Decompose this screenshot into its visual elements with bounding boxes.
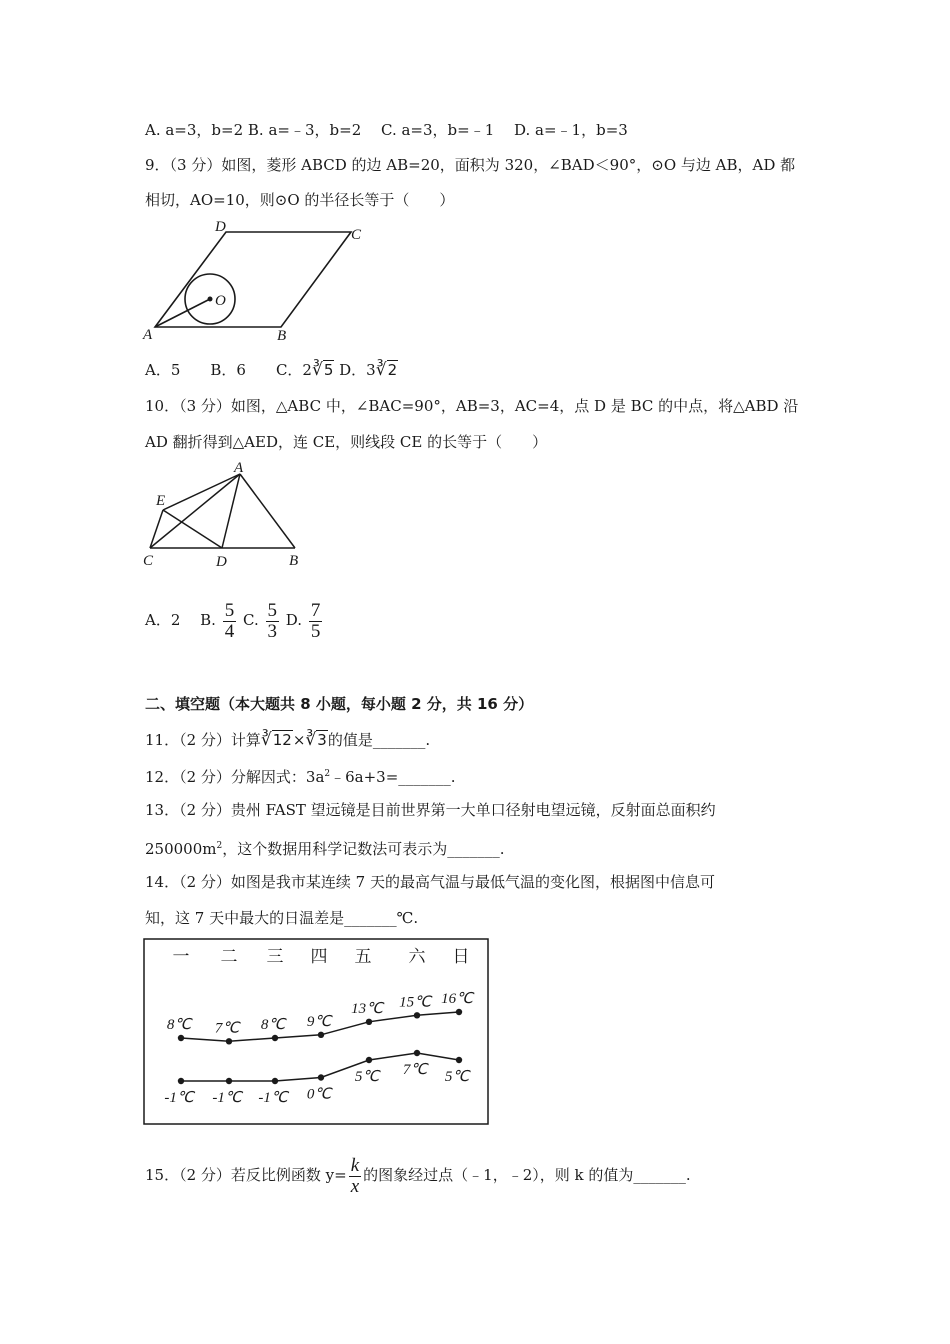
q10-stem-line1: 10．（3 分）如图，△ABC 中，∠BAC=90°，AB=3，AC=4，点 D 是 BC 的中点，将△ABD 沿	[145, 397, 799, 415]
q14-stem-line1: 14．（2 分）如图是我市某连续 7 天的最高气温与最低气温的变化图，根据图中信息可	[145, 873, 715, 891]
times-sign: ×	[292, 731, 306, 749]
cube-root-symbol: ∛	[305, 730, 317, 750]
low-temp-point	[414, 1050, 420, 1056]
q15	[145, 1152, 691, 1198]
q10-option-d-label: D.	[285, 611, 303, 629]
high-temp-point	[272, 1035, 278, 1041]
q13-stem-line1: 13．（2 分）贵州 FAST 望远镜是目前世界第一大单口径射电望远镜，反射面总面积约	[145, 801, 716, 819]
label-B: B	[277, 328, 287, 344]
q11-prefix: 11．（2 分）计算	[145, 731, 261, 749]
q13-stem-line2	[145, 836, 505, 859]
q9-option-c-radicand: 5	[323, 361, 334, 379]
low-temp-label: 0℃	[306, 1086, 332, 1103]
q8-options: A. a=3，b=2 B. a=﹣3，b=2 C. a=3，b=﹣1 D. a=﹣1，b=3	[145, 121, 628, 139]
label-E: E	[156, 493, 166, 509]
day-label: 一	[172, 947, 190, 966]
high-temp-label: 8℃	[166, 1017, 192, 1033]
label-D: D	[215, 219, 226, 235]
label-A: A	[234, 460, 244, 476]
q11	[145, 730, 430, 750]
q10-options	[145, 598, 324, 642]
q13-exponent: 2	[216, 841, 223, 851]
low-temp-label: 5℃	[444, 1069, 470, 1085]
cube-root-symbol: ∛	[375, 360, 387, 380]
q14-temperature-chart	[143, 938, 489, 1125]
q12	[145, 764, 456, 787]
label-C: C	[143, 553, 154, 569]
q15-suffix: 的图象经过点（﹣1，﹣2），则 k 的值为_______.	[363, 1166, 691, 1184]
cube-root-symbol: ∛	[260, 730, 272, 750]
label-C: C	[351, 227, 362, 243]
center-point	[208, 297, 213, 302]
section-2-title: 二、填空题（本大题共 8 小题，每小题 2 分，共 16 分）	[145, 695, 534, 713]
low-temp-point	[366, 1057, 372, 1063]
label-D: D	[216, 554, 227, 570]
low-temp-label: 5℃	[354, 1069, 380, 1085]
high-temp-label: 7℃	[214, 1020, 240, 1037]
segment-AB	[240, 474, 295, 548]
q9-option-d-radicand: 2	[387, 361, 398, 379]
segment-AE	[163, 474, 240, 510]
q15-prefix: 15．（2 分）若反比例函数 y=	[145, 1166, 347, 1184]
high-temp-point	[414, 1012, 420, 1018]
high-temp-label: 16℃	[441, 991, 473, 1007]
cube-root-symbol: ∛	[311, 360, 323, 380]
label-B: B	[289, 553, 299, 569]
high-temp-label: 8℃	[260, 1017, 286, 1033]
day-label: 日	[452, 947, 470, 966]
q10-option-c-fraction	[266, 601, 280, 642]
q9-stem-line1: 9．（3 分）如图，菱形 ABCD 的边 AB=20，面积为 320，∠BAD＜90°，⊙O 与边 AB，AD 都	[145, 156, 796, 174]
label-O: O	[215, 293, 226, 309]
low-temp-point	[456, 1057, 462, 1063]
q14-stem-line2: 知，这 7 天中最大的日温差是_______℃.	[145, 909, 419, 927]
q9-option-a-b-c: A．5 B．6 C．2	[145, 361, 312, 379]
low-temp-point	[178, 1078, 184, 1084]
low-temp-label: -1℃	[164, 1090, 194, 1106]
high-temp-point	[226, 1038, 232, 1044]
numerator: k	[350, 1154, 360, 1176]
day-label: 六	[408, 947, 426, 966]
denominator: 3	[267, 620, 277, 642]
low-temp-point	[226, 1078, 232, 1084]
low-temp-point	[318, 1074, 324, 1080]
q9-options	[145, 360, 398, 380]
q13-number: 250000m	[145, 840, 217, 858]
high-temp-label: 15℃	[399, 994, 431, 1011]
q10-option-d-fraction	[309, 601, 323, 642]
denominator: 4	[224, 620, 235, 642]
segment-ED	[163, 510, 222, 548]
low-temp-label: -1℃	[258, 1090, 288, 1106]
q12-exponent: 2	[324, 769, 331, 779]
day-label: 二	[220, 947, 238, 966]
q11-radicand-1: 12	[272, 731, 292, 749]
low-temp-point	[272, 1078, 278, 1084]
denominator: x	[350, 1175, 360, 1197]
q9-rhombus-figure	[140, 215, 380, 350]
label-A: A	[143, 327, 153, 343]
low-temp-label: -1℃	[212, 1090, 242, 1106]
numerator: 5	[224, 599, 235, 621]
q10-option-a: A．2 B.	[145, 611, 216, 629]
q10-option-c-label: C.	[243, 611, 259, 629]
day-label: 五	[354, 947, 372, 966]
high-temp-point	[456, 1009, 462, 1015]
day-label: 四	[310, 947, 328, 966]
q10-triangle-figure	[140, 458, 310, 573]
high-temp-label: 9℃	[306, 1013, 332, 1030]
numerator: 7	[310, 599, 321, 621]
denominator: 5	[310, 620, 321, 642]
q9-stem-line2: 相切，AO=10，则⊙O 的半径长等于（ ）	[145, 191, 455, 209]
high-temp-point	[318, 1032, 324, 1038]
q10-stem-line2: AD 翻折得到△AED，连 CE，则线段 CE 的长等于（ ）	[145, 433, 548, 451]
numerator: 5	[267, 599, 277, 621]
high-temp-point	[178, 1035, 184, 1041]
q10-option-b-fraction	[223, 601, 237, 642]
high-temp-point	[366, 1019, 372, 1025]
q11-radicand-2: 3	[317, 731, 327, 749]
q12-prefix: 12．（2 分）分解因式：3a	[145, 768, 325, 786]
segment-AD	[222, 474, 240, 548]
q11-suffix: 的值是_______.	[327, 731, 431, 749]
low-temp-label: 7℃	[402, 1062, 428, 1078]
day-label: 三	[266, 947, 284, 966]
q13-suffix: ，这个数据用科学记数法可表示为_______.	[222, 840, 505, 858]
q15-fraction	[349, 1156, 361, 1197]
q12-suffix: ﹣6a+3=_______.	[330, 768, 456, 786]
high-temp-label: 13℃	[351, 1000, 383, 1017]
q9-option-d: D．3	[339, 361, 376, 379]
